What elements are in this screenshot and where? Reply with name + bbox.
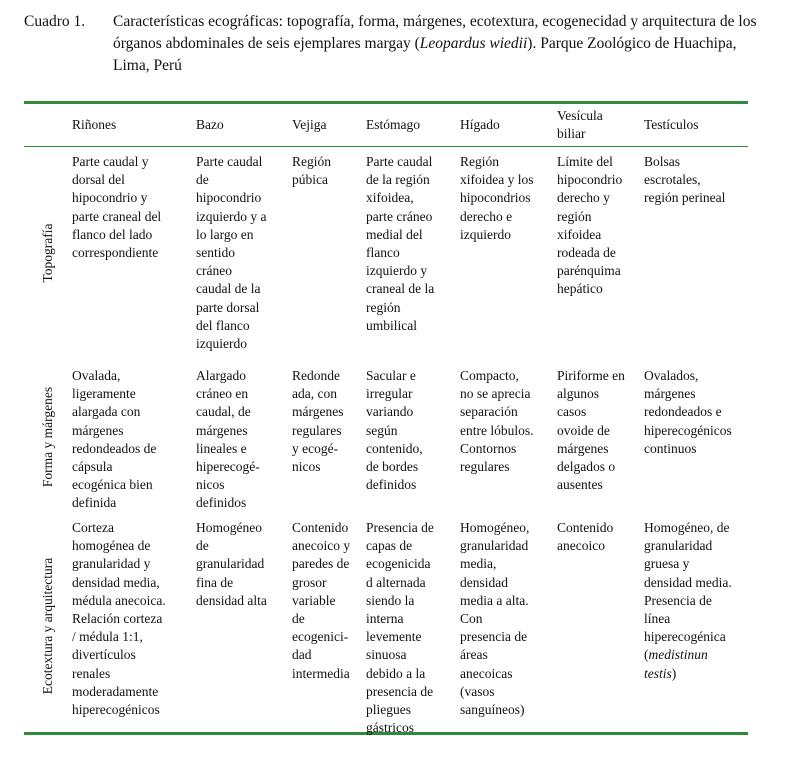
- table-cell: Corteza homogénea de granularidad y densidad media, médula anecoica. Relación corteza / médula 1:1, divertículos renales moderadamente hiperecogénicos: [72, 520, 166, 718]
- row-label-text: Forma y márgenes: [39, 386, 55, 488]
- column-header-vesicula-biliar: Vesícula biliar: [557, 107, 603, 141]
- table-cell: Homogéneo, granularidad media, densidad media a alta. Con presencia de áreas anecoicas (vasos sanguíneos): [460, 520, 530, 718]
- note-close-paren: ): [671, 665, 677, 681]
- row-label-text: Topografía: [39, 222, 55, 283]
- caption-scientific-name: Leopardus wiedii: [419, 35, 528, 52]
- header-corner: [24, 104, 72, 146]
- table-cell: Piriforme en algunos casos ovoide de márgenes delgados o ausentes: [557, 368, 625, 493]
- row-label-ecotextura: [24, 515, 72, 737]
- table-row-forma-margenes: [24, 359, 748, 515]
- table-cell: Región xifoidea y los hipocondrios derecho e izquierdo: [460, 154, 534, 242]
- table-cell: Sacular e irregular variando según contenido, de bordes definidos: [366, 368, 423, 493]
- table-cell: Región púbica: [292, 154, 331, 188]
- caption-label: Cuadro 1.: [24, 13, 86, 30]
- table-cell: Parte caudal de la región xifoidea, parte cráneo medial del flanco izquierdo y craneal de la región umbilical: [366, 154, 435, 333]
- column-header-rinones: Riñones: [72, 116, 117, 132]
- table-cell: Ovalada, ligeramente alargada con márgenes redondeados de cápsula ecogénica bien definida: [72, 368, 157, 511]
- column-header-vejiga: Vejiga: [292, 116, 327, 132]
- table-cell: Bolsas escrotales, región perineal: [644, 154, 726, 206]
- table-cell: Parte caudal y dorsal del hipocondrio y parte craneal del flanco del lado correspondiente: [72, 154, 162, 261]
- table-cell-testiculos-eco: [644, 515, 748, 737]
- note-scientific-term: medistinun testis: [644, 647, 708, 681]
- cell-text: Homogéneo, de granularidad gruesa y densidad media. Presencia de línea hiperecogénica: [644, 520, 732, 645]
- table-cell: Límite del hipocondrio derecho y región xifoidea rodeada de parénquima hepático: [557, 154, 623, 297]
- header-row: [24, 104, 748, 146]
- table-cell: Parte caudal de hipocondrio izquierdo y a lo largo en sentido cráneo caudal de la parte dorsal del flanco izquierdo: [196, 154, 267, 352]
- table-cell: Alargado cráneo en caudal, de márgenes lineales e hiperecogé- nicos definidos: [196, 368, 260, 511]
- table-caption: [24, 11, 764, 77]
- caption-text-part1: Características ecográficas: topografía, forma, márgenes, ecotextura, ecogenecidad y arquitectura de los órganos abdominales de seis ejemplares margay (: [113, 13, 757, 52]
- column-header-higado: Hígado: [460, 116, 500, 132]
- column-header-testiculos: Testículos: [644, 116, 699, 132]
- table-cell: Presencia de capas de ecogenicida d alternada siendo la interna levemente sinuosa debido a la presencia de pliegues gástricos: [366, 520, 434, 736]
- table-cell: Homogéneo de granularidad fina de densidad alta: [196, 520, 267, 608]
- table-cell: Contenido anecoico y paredes de grosor variable de ecogenici- dad intermedia: [292, 520, 351, 681]
- column-header-bazo: Bazo: [196, 116, 224, 132]
- table-cell: Contenido anecoico: [557, 520, 614, 554]
- row-label-text: Ecotextura y arquitectura: [39, 558, 55, 695]
- note-open-paren: (: [644, 647, 649, 663]
- column-header-estomago: Estómago: [366, 116, 420, 132]
- ultrasound-characteristics-table: [24, 104, 748, 737]
- table-row-topografia: [24, 146, 748, 359]
- table-cell: Ovalados, márgenes redondeados e hiperecogénicos continuos: [644, 368, 732, 456]
- caption-text: [113, 11, 764, 77]
- table-cell: Redonde ada, con márgenes regulares y ecogé- nicos: [292, 368, 344, 475]
- table-cell: Compacto, no se aprecia separación entre lóbulos. Contornos regulares: [460, 368, 534, 475]
- table-row-ecotextura: [24, 515, 748, 737]
- row-label-forma-margenes: [24, 359, 72, 515]
- row-label-topografia: [24, 146, 72, 359]
- caption-text-part2: ). Parque Zoológico de Huachipa, Lima, Perú: [113, 35, 737, 74]
